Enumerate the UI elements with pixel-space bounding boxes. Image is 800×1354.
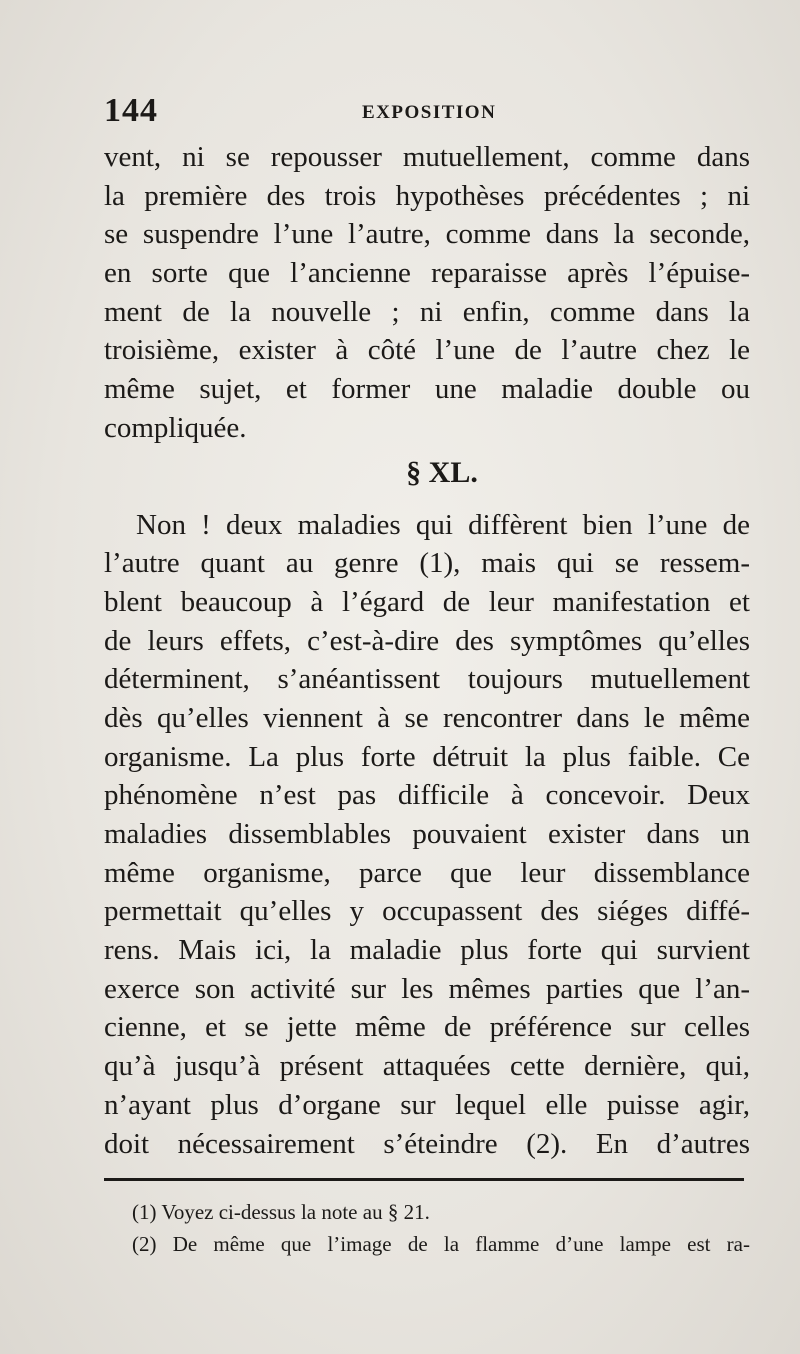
text-line: n’ayant plus d’organe sur lequel elle puisse agir, <box>104 1088 750 1121</box>
running-head: EXPOSITION <box>362 102 497 123</box>
text-line: qu’à jusqu’à présent attaquées cette dernière, qui, <box>104 1050 750 1083</box>
text-line: permettait qu’elles y occupassent des siéges diffé- <box>104 895 750 928</box>
text-line: en sorte que l’ancienne reparaisse après l’épuise- <box>104 257 750 290</box>
text-line: déterminent, s’anéantissent toujours mutuellement <box>104 663 750 696</box>
paragraph-2 <box>104 506 750 1164</box>
text-line: exerce son activité sur les mêmes parties que l’an- <box>104 972 750 1005</box>
text-line: de leurs effets, c’est-à-dire des symptômes qu’elles <box>104 624 750 657</box>
text-line: se suspendre l’une l’autre, comme dans la seconde, <box>104 218 750 251</box>
footnote-2: (2) De même que l’image de la flamme d’une lampe est ra- <box>132 1232 750 1256</box>
text-line: rens. Mais ici, la maladie plus forte qui survient <box>104 934 750 967</box>
text-line: vent, ni se repousser mutuellement, comme dans <box>104 141 750 173</box>
text-line: la première des trois hypothèses précédentes ; ni <box>104 179 750 212</box>
text-line: phénomène n’est pas difficile à concevoir. Deux <box>104 779 750 812</box>
text-line: doit nécessairement s’éteindre (2). En d’autres <box>104 1127 750 1160</box>
page-number: 144 <box>104 92 158 129</box>
footnote-1: (1) Voyez ci-dessus la note au § 21. <box>132 1200 430 1224</box>
text-line: compliquée. <box>104 411 247 444</box>
paragraph-1 <box>104 138 750 448</box>
body-text <box>104 138 750 1163</box>
text-line: même organisme, parce que leur dissemblance <box>104 856 750 889</box>
text-line: l’autre quant au genre (1), mais qui se ressem- <box>104 547 750 580</box>
text-line: cienne, et se jette même de préférence sur celles <box>104 1011 750 1044</box>
text-line: troisième, exister à côté l’une de l’autre chez le <box>104 334 750 367</box>
text-line: dès qu’elles viennent à se rencontrer dans le même <box>104 701 750 734</box>
footnote-rule <box>104 1178 744 1181</box>
text-line: Non ! deux maladies qui diffèrent bien l’une de <box>136 508 750 541</box>
text-line: ment de la nouvelle ; ni enfin, comme dans la <box>104 295 750 328</box>
section-heading: § XL. <box>406 455 478 489</box>
page-header <box>104 92 750 132</box>
text-line: blent beaucoup à l’égard de leur manifestation et <box>104 585 750 618</box>
text-line: maladies dissemblables pouvaient exister dans un <box>104 818 750 850</box>
text-line: organisme. La plus forte détruit la plus faible. Ce <box>104 740 750 773</box>
text-line: même sujet, et former une maladie double ou <box>104 373 750 406</box>
footnotes <box>132 1196 750 1260</box>
